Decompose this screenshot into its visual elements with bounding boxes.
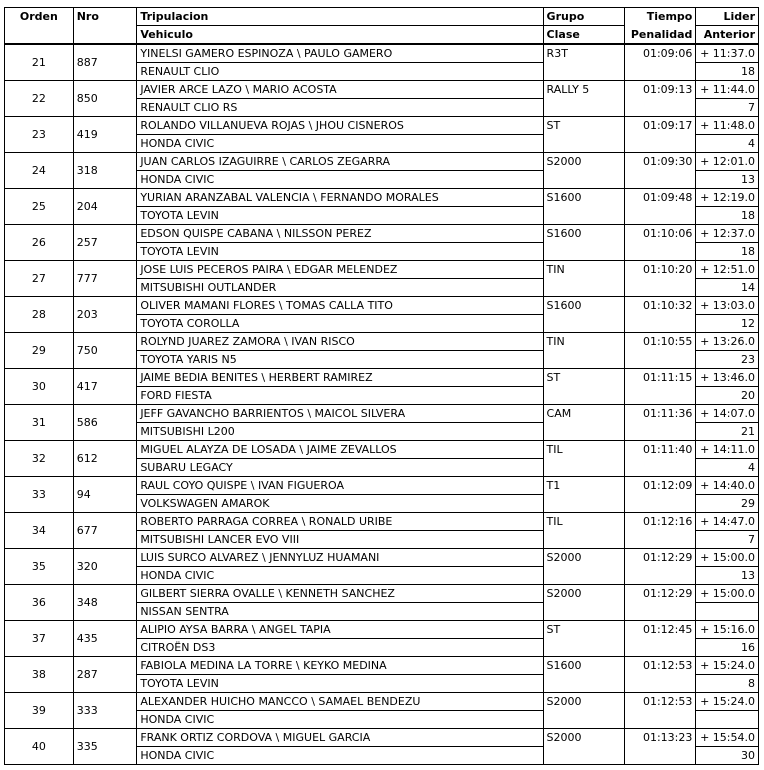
table-row xyxy=(5,117,759,135)
grupo-cell: S1600 xyxy=(543,657,624,675)
penalidad-cell xyxy=(624,423,696,441)
crew-cell: JUAN CARLOS IZAGUIRRE \ CARLOS ZEGARRA xyxy=(137,153,543,171)
anterior-cell: 18 xyxy=(696,63,759,81)
penalidad-cell xyxy=(624,387,696,405)
crew-cell: ROLANDO VILLANUEVA ROJAS \ JHOU CISNEROS xyxy=(137,117,543,135)
nro-cell: 887 xyxy=(73,44,137,81)
nro-cell: 94 xyxy=(73,477,137,513)
nro-cell: 204 xyxy=(73,189,137,225)
grupo-cell: TIL xyxy=(543,513,624,531)
lider-cell: + 13:46.0 xyxy=(696,369,759,387)
lider-cell: + 15:24.0 xyxy=(696,693,759,711)
tiempo-cell: 01:10:20 xyxy=(624,261,696,279)
vehicle-cell: HONDA CIVIC xyxy=(137,171,543,189)
anterior-cell xyxy=(696,603,759,621)
vehicle-cell: HONDA CIVIC xyxy=(137,567,543,585)
crew-cell: JAIME BEDIA BENITES \ HERBERT RAMIREZ xyxy=(137,369,543,387)
crew-cell: JOSE LUIS PECEROS PAIRA \ EDGAR MELENDEZ xyxy=(137,261,543,279)
nro-cell: 750 xyxy=(73,333,137,369)
crew-cell: RAUL COYO QUISPE \ IVAN FIGUEROA xyxy=(137,477,543,495)
grupo-cell: T1 xyxy=(543,477,624,495)
orden-cell: 23 xyxy=(5,117,74,153)
nro-cell: 435 xyxy=(73,621,137,657)
vehicle-cell: SUBARU LEGACY xyxy=(137,459,543,477)
anterior-cell: 29 xyxy=(696,495,759,513)
table-row xyxy=(5,189,759,207)
clase-cell xyxy=(543,99,624,117)
grupo-cell: R3T xyxy=(543,44,624,63)
penalidad-cell xyxy=(624,207,696,225)
orden-cell: 36 xyxy=(5,585,74,621)
orden-cell: 27 xyxy=(5,261,74,297)
orden-cell: 34 xyxy=(5,513,74,549)
clase-cell xyxy=(543,315,624,333)
penalidad-cell xyxy=(624,315,696,333)
vehicle-cell: FORD FIESTA xyxy=(137,387,543,405)
results-header xyxy=(5,8,759,45)
lider-cell: + 15:24.0 xyxy=(696,657,759,675)
grupo-cell: S2000 xyxy=(543,693,624,711)
clase-cell xyxy=(543,279,624,297)
clase-cell xyxy=(543,603,624,621)
anterior-cell: 14 xyxy=(696,279,759,297)
vehicle-cell: MITSUBISHI L200 xyxy=(137,423,543,441)
penalidad-cell xyxy=(624,531,696,549)
header-nro-spacer xyxy=(73,26,137,45)
vehicle-cell: CITROËN DS3 xyxy=(137,639,543,657)
clase-cell xyxy=(543,243,624,261)
grupo-cell: S2000 xyxy=(543,585,624,603)
clase-cell xyxy=(543,495,624,513)
tiempo-cell: 01:10:32 xyxy=(624,297,696,315)
header-lider: Lider xyxy=(696,8,759,26)
anterior-cell: 23 xyxy=(696,351,759,369)
clase-cell xyxy=(543,207,624,225)
lider-cell: + 11:48.0 xyxy=(696,117,759,135)
penalidad-cell xyxy=(624,711,696,729)
lider-cell: + 15:00.0 xyxy=(696,549,759,567)
penalidad-cell xyxy=(624,675,696,693)
penalidad-cell xyxy=(624,279,696,297)
nro-cell: 777 xyxy=(73,261,137,297)
table-row xyxy=(5,657,759,675)
vehicle-cell: MITSUBISHI LANCER EVO VIII xyxy=(137,531,543,549)
vehicle-cell: NISSAN SENTRA xyxy=(137,603,543,621)
header-penalidad: Penalidad xyxy=(624,26,696,45)
clase-cell xyxy=(543,711,624,729)
penalidad-cell xyxy=(624,351,696,369)
anterior-cell: 4 xyxy=(696,459,759,477)
table-row xyxy=(5,405,759,423)
anterior-cell: 18 xyxy=(696,243,759,261)
tiempo-cell: 01:12:16 xyxy=(624,513,696,531)
lider-cell: + 15:16.0 xyxy=(696,621,759,639)
table-row xyxy=(5,333,759,351)
nro-cell: 850 xyxy=(73,81,137,117)
header-orden: Orden xyxy=(5,8,74,26)
table-row xyxy=(5,44,759,63)
table-row xyxy=(5,585,759,603)
grupo-cell: S1600 xyxy=(543,297,624,315)
crew-cell: ALIPIO AYSA BARRA \ ANGEL TAPIA xyxy=(137,621,543,639)
orden-cell: 40 xyxy=(5,729,74,765)
table-row xyxy=(5,369,759,387)
grupo-cell: TIN xyxy=(543,333,624,351)
vehicle-cell: VOLKSWAGEN AMAROK xyxy=(137,495,543,513)
crew-cell: FABIOLA MEDINA LA TORRE \ KEYKO MEDINA xyxy=(137,657,543,675)
clase-cell xyxy=(543,531,624,549)
orden-cell: 37 xyxy=(5,621,74,657)
nro-cell: 677 xyxy=(73,513,137,549)
table-row xyxy=(5,693,759,711)
anterior-cell: 18 xyxy=(696,207,759,225)
crew-cell: EDSON QUISPE CABANA \ NILSSON PEREZ xyxy=(137,225,543,243)
table-row xyxy=(5,477,759,495)
table-row xyxy=(5,81,759,99)
orden-cell: 21 xyxy=(5,44,74,81)
tiempo-cell: 01:12:29 xyxy=(624,585,696,603)
clase-cell xyxy=(543,567,624,585)
lider-cell: + 12:01.0 xyxy=(696,153,759,171)
lider-cell: + 14:47.0 xyxy=(696,513,759,531)
orden-cell: 33 xyxy=(5,477,74,513)
nro-cell: 419 xyxy=(73,117,137,153)
crew-cell: ROBERTO PARRAGA CORREA \ RONALD URIBE xyxy=(137,513,543,531)
grupo-cell: ST xyxy=(543,369,624,387)
crew-cell: ROLYND JUAREZ ZAMORA \ IVAN RISCO xyxy=(137,333,543,351)
header-orden-spacer xyxy=(5,26,74,45)
orden-cell: 24 xyxy=(5,153,74,189)
vehicle-cell: TOYOTA LEVIN xyxy=(137,207,543,225)
grupo-cell: S1600 xyxy=(543,189,624,207)
nro-cell: 586 xyxy=(73,405,137,441)
tiempo-cell: 01:12:29 xyxy=(624,549,696,567)
vehicle-cell: RENAULT CLIO xyxy=(137,63,543,81)
grupo-cell: TIN xyxy=(543,261,624,279)
table-row xyxy=(5,441,759,459)
tiempo-cell: 01:12:09 xyxy=(624,477,696,495)
tiempo-cell: 01:11:36 xyxy=(624,405,696,423)
grupo-cell: ST xyxy=(543,117,624,135)
nro-cell: 318 xyxy=(73,153,137,189)
nro-cell: 333 xyxy=(73,693,137,729)
nro-cell: 335 xyxy=(73,729,137,765)
crew-cell: MIGUEL ALAYZA DE LOSADA \ JAIME ZEVALLOS xyxy=(137,441,543,459)
tiempo-cell: 01:13:23 xyxy=(624,729,696,747)
penalidad-cell xyxy=(624,639,696,657)
table-row xyxy=(5,729,759,747)
penalidad-cell xyxy=(624,603,696,621)
grupo-cell: S2000 xyxy=(543,729,624,747)
orden-cell: 30 xyxy=(5,369,74,405)
lider-cell: + 12:37.0 xyxy=(696,225,759,243)
lider-cell: + 15:00.0 xyxy=(696,585,759,603)
clase-cell xyxy=(543,351,624,369)
crew-cell: YINELSI GAMERO ESPINOZA \ PAULO GAMERO xyxy=(137,44,543,63)
crew-cell: JAVIER ARCE LAZO \ MARIO ACOSTA xyxy=(137,81,543,99)
orden-cell: 38 xyxy=(5,657,74,693)
clase-cell xyxy=(543,675,624,693)
header-tripulacion: Tripulacion xyxy=(137,8,543,26)
orden-cell: 28 xyxy=(5,297,74,333)
tiempo-cell: 01:11:15 xyxy=(624,369,696,387)
header-grupo: Grupo xyxy=(543,8,624,26)
table-row xyxy=(5,225,759,243)
anterior-cell: 7 xyxy=(696,531,759,549)
vehicle-cell: TOYOTA LEVIN xyxy=(137,675,543,693)
results-body xyxy=(5,44,759,765)
penalidad-cell xyxy=(624,243,696,261)
tiempo-cell: 01:09:48 xyxy=(624,189,696,207)
header-tiempo: Tiempo xyxy=(624,8,696,26)
lider-cell: + 12:19.0 xyxy=(696,189,759,207)
clase-cell xyxy=(543,639,624,657)
lider-cell: + 14:11.0 xyxy=(696,441,759,459)
grupo-cell: S2000 xyxy=(543,153,624,171)
orden-cell: 31 xyxy=(5,405,74,441)
clase-cell xyxy=(543,387,624,405)
anterior-cell: 12 xyxy=(696,315,759,333)
penalidad-cell xyxy=(624,567,696,585)
penalidad-cell xyxy=(624,63,696,81)
grupo-cell: S1600 xyxy=(543,225,624,243)
crew-cell: YURIAN ARANZABAL VALENCIA \ FERNANDO MORALES xyxy=(137,189,543,207)
penalidad-cell xyxy=(624,495,696,513)
nro-cell: 612 xyxy=(73,441,137,477)
tiempo-cell: 01:12:53 xyxy=(624,657,696,675)
lider-cell: + 13:26.0 xyxy=(696,333,759,351)
clase-cell xyxy=(543,135,624,153)
nro-cell: 320 xyxy=(73,549,137,585)
vehicle-cell: TOYOTA YARIS N5 xyxy=(137,351,543,369)
anterior-cell: 13 xyxy=(696,171,759,189)
lider-cell: + 12:51.0 xyxy=(696,261,759,279)
anterior-cell: 30 xyxy=(696,747,759,765)
header-vehiculo: Vehiculo xyxy=(137,26,543,45)
vehicle-cell: HONDA CIVIC xyxy=(137,747,543,765)
tiempo-cell: 01:09:13 xyxy=(624,81,696,99)
anterior-cell: 8 xyxy=(696,675,759,693)
lider-cell: + 14:40.0 xyxy=(696,477,759,495)
crew-cell: ALEXANDER HUICHO MANCCO \ SAMAEL BENDEZU xyxy=(137,693,543,711)
clase-cell xyxy=(543,747,624,765)
clase-cell xyxy=(543,423,624,441)
crew-cell: GILBERT SIERRA OVALLE \ KENNETH SANCHEZ xyxy=(137,585,543,603)
crew-cell: LUIS SURCO ALVAREZ \ JENNYLUZ HUAMANI xyxy=(137,549,543,567)
penalidad-cell xyxy=(624,747,696,765)
table-row xyxy=(5,513,759,531)
orden-cell: 32 xyxy=(5,441,74,477)
nro-cell: 203 xyxy=(73,297,137,333)
crew-cell: FRANK ORTIZ CORDOVA \ MIGUEL GARCIA xyxy=(137,729,543,747)
tiempo-cell: 01:09:30 xyxy=(624,153,696,171)
penalidad-cell xyxy=(624,171,696,189)
crew-cell: OLIVER MAMANI FLORES \ TOMAS CALLA TITO xyxy=(137,297,543,315)
clase-cell xyxy=(543,63,624,81)
table-row xyxy=(5,621,759,639)
clase-cell xyxy=(543,459,624,477)
anterior-cell: 13 xyxy=(696,567,759,585)
anterior-cell: 21 xyxy=(696,423,759,441)
crew-cell: JEFF GAVANCHO BARRIENTOS \ MAICOL SILVERA xyxy=(137,405,543,423)
lider-cell: + 11:44.0 xyxy=(696,81,759,99)
nro-cell: 257 xyxy=(73,225,137,261)
table-row xyxy=(5,153,759,171)
lider-cell: + 13:03.0 xyxy=(696,297,759,315)
vehicle-cell: MITSUBISHI OUTLANDER xyxy=(137,279,543,297)
tiempo-cell: 01:09:17 xyxy=(624,117,696,135)
results-table xyxy=(4,7,759,765)
nro-cell: 287 xyxy=(73,657,137,693)
orden-cell: 35 xyxy=(5,549,74,585)
grupo-cell: S2000 xyxy=(543,549,624,567)
grupo-cell: CAM xyxy=(543,405,624,423)
grupo-cell: ST xyxy=(543,621,624,639)
table-row xyxy=(5,549,759,567)
tiempo-cell: 01:12:53 xyxy=(624,693,696,711)
vehicle-cell: TOYOTA COROLLA xyxy=(137,315,543,333)
header-clase: Clase xyxy=(543,26,624,45)
header-nro: Nro xyxy=(73,8,137,26)
grupo-cell: RALLY 5 xyxy=(543,81,624,99)
anterior-cell: 4 xyxy=(696,135,759,153)
orden-cell: 39 xyxy=(5,693,74,729)
lider-cell: + 15:54.0 xyxy=(696,729,759,747)
header-anterior: Anterior xyxy=(696,26,759,45)
penalidad-cell xyxy=(624,459,696,477)
tiempo-cell: 01:09:06 xyxy=(624,44,696,63)
vehicle-cell: TOYOTA LEVIN xyxy=(137,243,543,261)
clase-cell xyxy=(543,171,624,189)
penalidad-cell xyxy=(624,99,696,117)
vehicle-cell: HONDA CIVIC xyxy=(137,135,543,153)
lider-cell: + 11:37.0 xyxy=(696,44,759,63)
table-row xyxy=(5,297,759,315)
tiempo-cell: 01:12:45 xyxy=(624,621,696,639)
nro-cell: 417 xyxy=(73,369,137,405)
tiempo-cell: 01:10:55 xyxy=(624,333,696,351)
nro-cell: 348 xyxy=(73,585,137,621)
vehicle-cell: RENAULT CLIO RS xyxy=(137,99,543,117)
tiempo-cell: 01:10:06 xyxy=(624,225,696,243)
tiempo-cell: 01:11:40 xyxy=(624,441,696,459)
anterior-cell: 16 xyxy=(696,639,759,657)
anterior-cell: 20 xyxy=(696,387,759,405)
anterior-cell xyxy=(696,711,759,729)
table-row xyxy=(5,261,759,279)
lider-cell: + 14:07.0 xyxy=(696,405,759,423)
orden-cell: 29 xyxy=(5,333,74,369)
penalidad-cell xyxy=(624,135,696,153)
grupo-cell: TIL xyxy=(543,441,624,459)
vehicle-cell: HONDA CIVIC xyxy=(137,711,543,729)
anterior-cell: 7 xyxy=(696,99,759,117)
orden-cell: 26 xyxy=(5,225,74,261)
orden-cell: 25 xyxy=(5,189,74,225)
orden-cell: 22 xyxy=(5,81,74,117)
